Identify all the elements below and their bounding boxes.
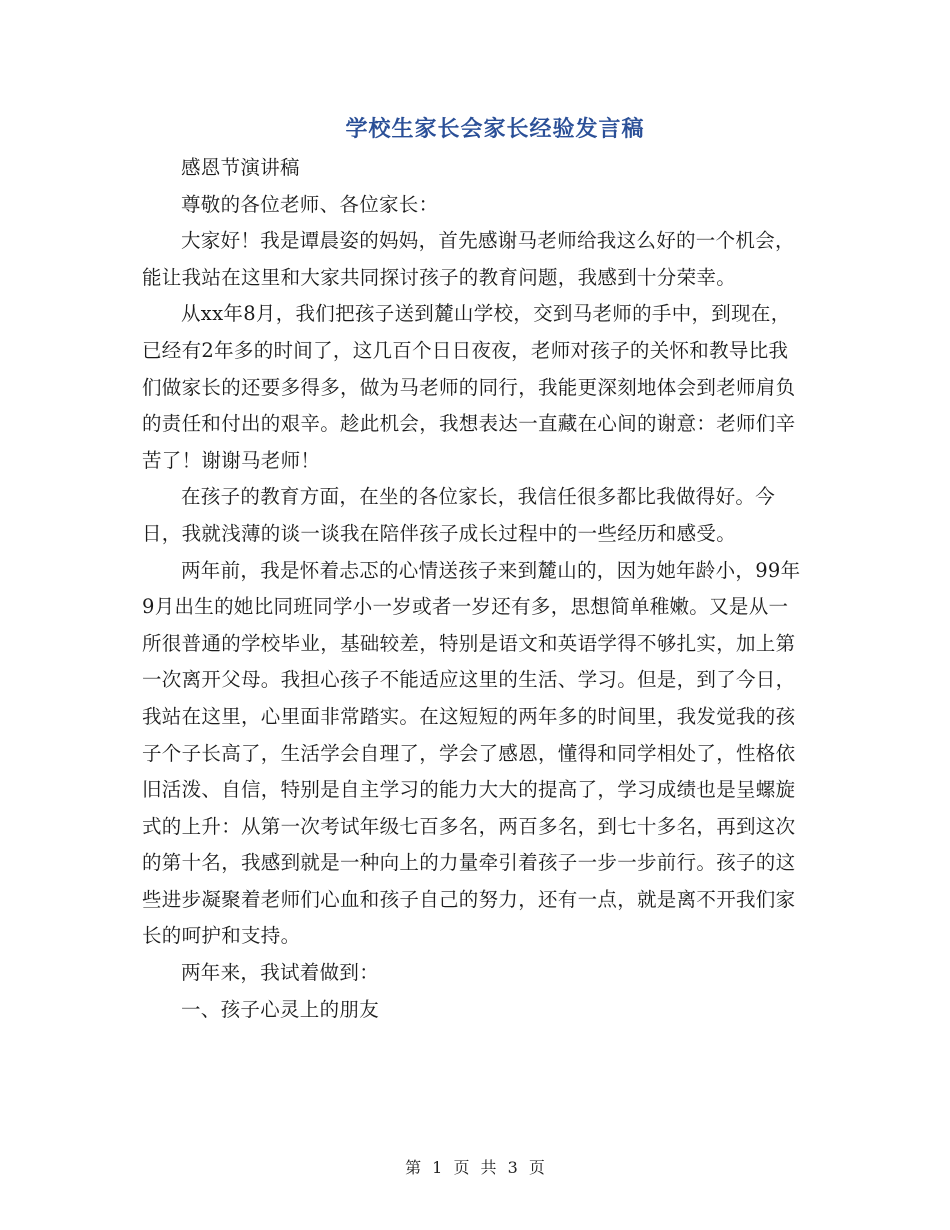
paragraph-experience: 两年前，我是怀着忐忑的心情送孩子来到麓山的，因为她年龄小，99年9月出生的她比同班同学小一岁或者一岁还有多，思想简单稚嫩。又是从一所很普通的学校毕业，基础较差，特别是语文和英语学得不够扎实，加上第一次离开父母。我担心孩子不能适应这里的生活、学习。但是，到了今日，我站在这里，心里面非常踏实。在这短短的两年多的时间里，我发觉我的孩子个子长高了，生活学会自理了，学会了感恩，懂得和同学相处了，性格依旧活泼、自信，特别是自主学习的能力大大的提高了，学习成绩也是呈螺旋式的上升：从第一次考试年级七百多名，两百多名，到七十多名，再到这次的第十名，我感到就是一种向上的力量牵引着孩子一步一步前行。孩子的这些进步凝聚着老师们心血和孩子自己的努力，还有一点，就是离不开我们家长的呵护和支持。 bbox=[142, 558, 801, 948]
document-body bbox=[142, 150, 802, 1028]
paragraph-salutation: 尊敬的各位老师、各位家长： bbox=[181, 192, 439, 216]
paragraph-speech-type: 感恩节演讲稿 bbox=[181, 156, 300, 179]
document-title: 学校生家长会家长经验发言稿 bbox=[345, 117, 645, 142]
paragraph-greeting: 大家好！我是谭晨姿的妈妈，首先感谢马老师给我这么好的一个机会，能让我站在这里和大家共同探讨孩子的教育问题，我感到十分荣幸。 bbox=[142, 229, 795, 289]
paragraph-section-one: 一、孩子心灵上的朋友 bbox=[181, 997, 380, 1021]
page-footer: 第 1 页 共 3 页 bbox=[405, 1158, 545, 1177]
paragraph-gratitude: 从xx年8月，我们把孩子送到麓山学校，交到马老师的手中，到现在，已经有2年多的时间了，这几百个日日夜夜，老师对孩子的关怀和教导比我们做家长的还要多得多，做为马老师的同行，我能更深刻地体会到老师肩负的责任和付出的艰辛。趁此机会，我想表达一直藏在心间的谢意：老师们辛苦了！谢谢马老师！ bbox=[142, 302, 796, 472]
paragraph-intro: 在孩子的教育方面，在坐的各位家长，我信任很多都比我做得好。今日，我就浅薄的谈一谈我在陪伴孩子成长过程中的一些经历和感受。 bbox=[142, 485, 776, 545]
paragraph-two-years: 两年来，我试着做到： bbox=[181, 961, 380, 985]
